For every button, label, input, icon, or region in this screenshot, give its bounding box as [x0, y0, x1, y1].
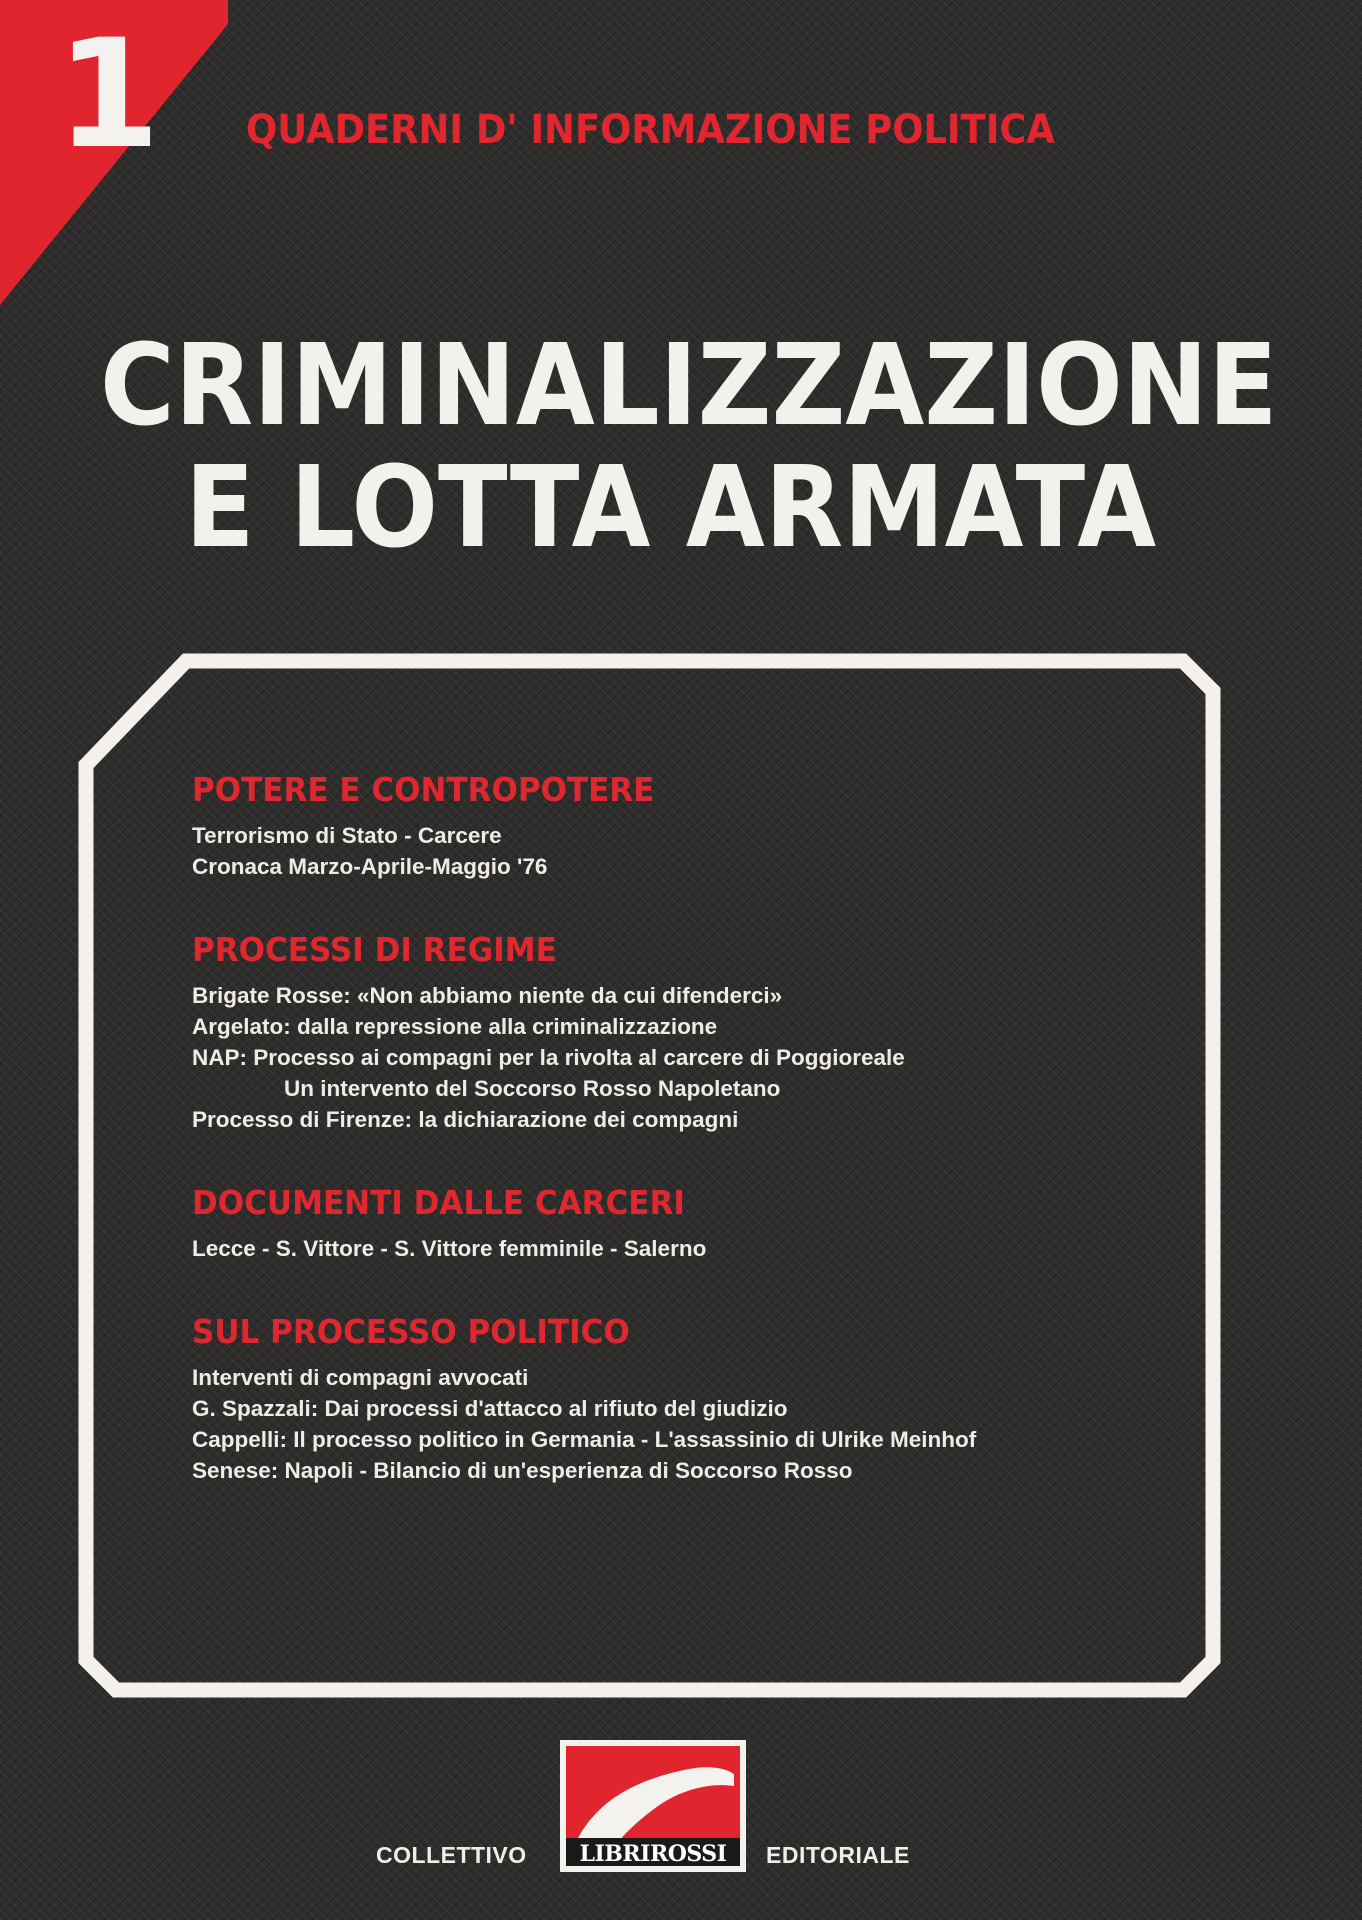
entry-line: Terrorismo di Stato - Carcere: [192, 823, 502, 848]
entry-line: Lecce - S. Vittore - S. Vittore femminile - Salerno: [192, 1236, 707, 1261]
librirossi-wordmark: LIBRIROSSI: [579, 1841, 727, 1867]
section-processi-di-regime: [192, 930, 1252, 1135]
entry-line: Senese: Napoli - Bilancio di un'esperienza di Soccorso Rosso: [192, 1458, 853, 1483]
main-title-line-2: E LOTTA ARMATA: [185, 443, 1157, 573]
section-potere-e-contropotere: [192, 770, 1252, 882]
section-heading: POTERE E CONTROPOTERE: [192, 770, 655, 809]
publisher-name-right: EDITORIALE: [766, 1842, 910, 1868]
entry-line: Brigate Rosse: «Non abbiamo niente da cui difenderci»: [192, 983, 783, 1008]
entry-line: Cronaca Marzo-Aprile-Maggio '76: [192, 854, 548, 879]
contents-list: [192, 770, 1252, 1486]
publisher-imprint: [0, 1740, 1362, 1870]
section-heading: DOCUMENTI DALLE CARCERI: [192, 1183, 685, 1222]
entry-line: Interventi di compagni avvocati: [192, 1365, 529, 1390]
series-title: QUADERNI D' INFORMAZIONE POLITICA: [246, 107, 1055, 153]
publisher-name-left: COLLETTIVO: [376, 1842, 527, 1868]
entry-line: Un intervento del Soccorso Rosso Napoletano: [284, 1076, 781, 1101]
entry-line: Cappelli: Il processo politico in Germania - L'assassinio di Ulrike Meinhof: [192, 1427, 977, 1452]
section-heading: SUL PROCESSO POLITICO: [192, 1312, 630, 1351]
main-title: [100, 321, 1362, 573]
section-sul-processo-politico: [192, 1312, 1252, 1486]
entry-line: Processo di Firenze: la dichiarazione dei compagni: [192, 1107, 739, 1132]
main-title-line-1: CRIMINALIZZAZIONE: [100, 321, 1278, 451]
entry-line: Argelato: dalla repressione alla criminalizzazione: [192, 1014, 718, 1039]
section-heading: PROCESSI DI REGIME: [192, 930, 557, 969]
entry-line: G. Spazzali: Dai processi d'attacco al rifiuto del giudizio: [192, 1396, 788, 1421]
issue-number: 1: [56, 8, 161, 182]
section-documenti-dalle-carceri: [192, 1183, 1252, 1264]
entry-line: NAP: Processo ai compagni per la rivolta al carcere di Poggioreale: [192, 1045, 905, 1070]
